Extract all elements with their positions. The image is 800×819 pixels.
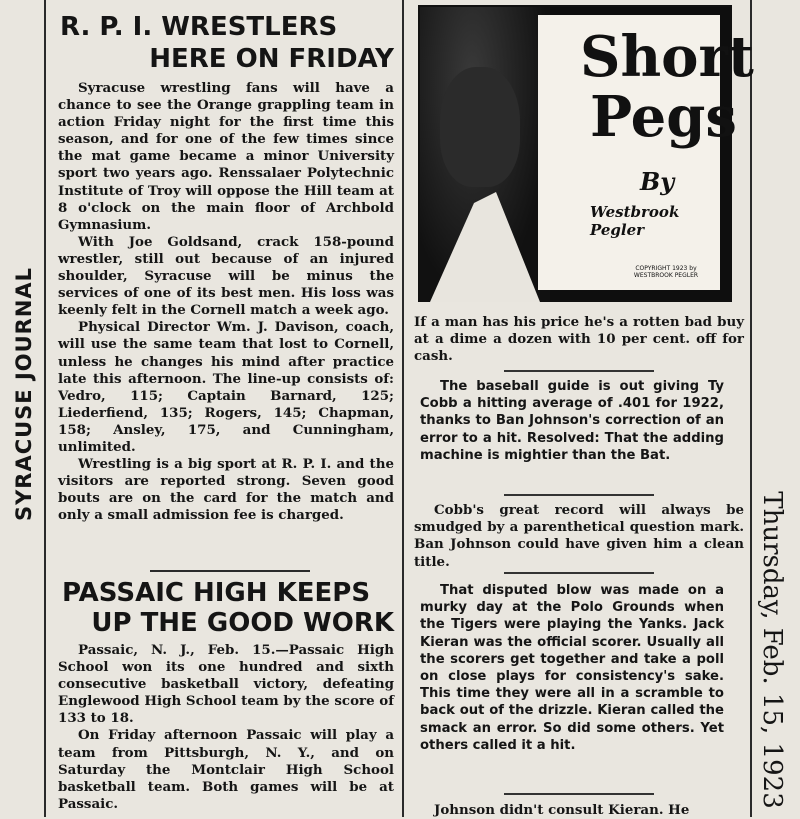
logo-title-word1: Short bbox=[580, 24, 754, 90]
column-item-text: That disputed blow was made on a murky day at the Polo Grounds when the Tigers were playing the Yanks. Jack Kieran was the official scorer. Usually all the scorers get together and take a poll on close plays for consistency's sake. This time they were all in a scramble to back out of the drizzle. Kieran called the smack an error. So did some others. Yet others called it a hit. bbox=[420, 583, 724, 753]
column-item-text: Johnson didn't consult Kieran. He bbox=[434, 802, 690, 818]
column-item-text: Cobb's great record will always be smudged by a parenthetical question mark. Ban Johnson could have given him a clean title. bbox=[414, 502, 744, 570]
story1-paragraph: With Joe Goldsand, crack 158-pound wrestler, still out because of an injured shoulder, Syracuse will be minus the services of one of its best men. His loss was keenly felt in the Cornell match a week ago. bbox=[58, 233, 394, 319]
short-pegs-logo bbox=[418, 5, 754, 302]
story-passaic-high bbox=[58, 578, 394, 813]
logo-author: Westbrook Pegler bbox=[590, 203, 680, 239]
story1-paragraph: Wrestling is a big sport at R. P. I. and the visitors are reported strong. Seven good bouts are on the card for the match and only a small admission fee is charged. bbox=[58, 456, 394, 524]
story1-body bbox=[58, 80, 394, 524]
portrait-collar bbox=[430, 192, 540, 302]
portrait-figure bbox=[420, 7, 550, 300]
left-column-rule bbox=[44, 0, 46, 817]
column-item-text: If a man has his price he's a rotten bad buy at a dime a dozen with 10 per cent. off for cash. bbox=[414, 314, 744, 365]
logo-title-word2: Pegs bbox=[590, 84, 737, 150]
item-separator bbox=[504, 494, 654, 496]
center-column-rule bbox=[402, 0, 404, 817]
story-rpi-wrestlers bbox=[58, 12, 394, 524]
story1-headline-line1: R. P. I. WRESTLERS bbox=[60, 12, 338, 42]
story-separator bbox=[150, 570, 310, 572]
logo-copyright: COPYRIGHT 1923 by WESTBROOK PEGLER bbox=[633, 265, 699, 279]
column-item-4 bbox=[420, 582, 724, 754]
item-separator bbox=[504, 370, 654, 372]
portrait-face bbox=[440, 67, 520, 187]
item-separator bbox=[504, 572, 654, 574]
story2-paragraph: Passaic, N. J., Feb. 15.—Passaic High School won its one hundred and sixth consecutive basketball victory, defeating Englewood High School team by the score of 133 to 18. bbox=[58, 642, 394, 727]
paper-name: SYRACUSE JOURNAL bbox=[12, 266, 36, 522]
dateline-vertical bbox=[752, 491, 792, 809]
column-item-3 bbox=[414, 502, 744, 571]
story1-paragraph: Physical Director Wm. J. Davison, coach, will use the same team that lost to Cornell, unless he changes his mind after practice late this afternoon. The line-up consists of: Vedro, 115; Captain Barnard, 125; Liederfiend, 135; Rogers, 145; Chapman, 158; Ansley, 175, and Cunningham, unlimited. bbox=[58, 319, 394, 455]
column-item-text: The baseball guide is out giving Ty Cobb a hitting average of .401 for 1922, thanks to Ban Johnson's correction of an error to a hit. Resolved: That the adding machine is mightier than the Bat. bbox=[420, 379, 724, 463]
column-item-2 bbox=[420, 378, 724, 464]
column-item-5 bbox=[414, 802, 744, 819]
dateline: Thursday, Feb. 15, 1923 bbox=[757, 491, 787, 809]
column-item-1 bbox=[414, 314, 744, 366]
story2-paragraph: On Friday afternoon Passaic will play a team from Pittsburgh, N. Y., and on Saturday the Montclair High School basketball team. Both games will be at Passaic. bbox=[58, 727, 394, 812]
story1-paragraph: Syracuse wrestling fans will have a chance to see the Orange grappling team in action Friday night for the first time this season, and for one of the few times since the mat game became a minor University sport two years ago. Renssalaer Polytechnic Institute of Troy will oppose the Hill team at 8 o'clock on the main floor of Archbold Gymnasium. bbox=[58, 80, 394, 233]
story2-headline-line2: UP THE GOOD WORK bbox=[91, 608, 394, 638]
story2-headline-line1: PASSAIC HIGH KEEPS bbox=[62, 578, 371, 608]
story2-body bbox=[58, 642, 394, 813]
story1-headline-line2: HERE ON FRIDAY bbox=[149, 44, 394, 74]
logo-by: By bbox=[640, 167, 675, 196]
paper-name-vertical bbox=[6, 244, 42, 544]
item-separator bbox=[504, 793, 654, 795]
